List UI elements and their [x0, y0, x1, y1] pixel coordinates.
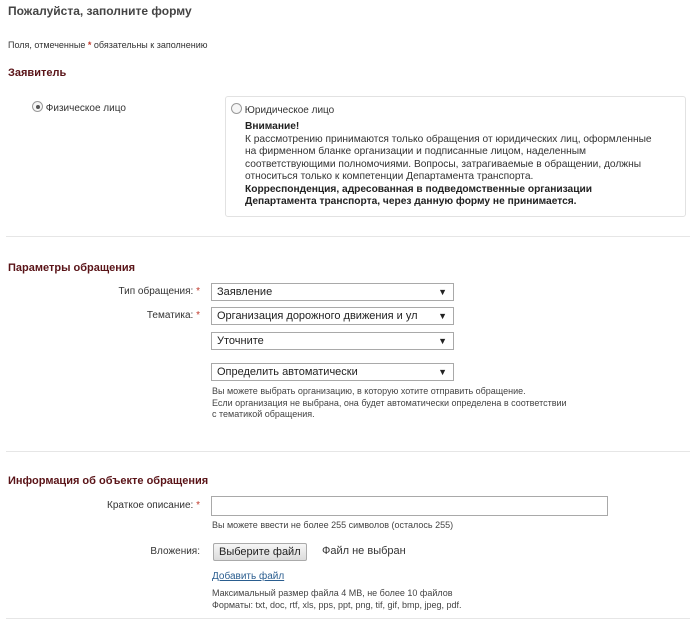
- legal-label: Юридическое лицо: [244, 105, 335, 116]
- applicant-section-title: Заявитель: [8, 67, 67, 79]
- chevron-down-icon: ▼: [438, 336, 447, 346]
- legal-option[interactable]: [231, 103, 334, 116]
- notice-bold-text: Корреспонденция, адресованная в подведомственные организации Департамента транспорта, через данную форму не принимается.: [245, 183, 593, 207]
- chevron-down-icon: ▼: [438, 367, 447, 377]
- section-divider: [6, 451, 690, 452]
- chevron-down-icon: ▼: [438, 311, 447, 321]
- organization-select[interactable]: Определить автоматически ▼: [211, 363, 454, 381]
- required-note: [8, 40, 208, 50]
- attachments-label: Вложения:: [150, 546, 200, 557]
- description-label: Краткое описание: *: [107, 500, 200, 511]
- object-section-title: Информация об объекте обращения: [8, 475, 209, 487]
- required-note-suffix: обязательны к заполнению: [93, 40, 208, 50]
- no-file-status: Файл не выбран: [322, 545, 406, 557]
- description-hint: Вы можете ввести не более 255 символов (осталось 255): [212, 520, 454, 530]
- params-section-title: Параметры обращения: [8, 262, 136, 274]
- topic-select[interactable]: Организация дорожного движения и ул ▼: [211, 307, 454, 325]
- notice-heading: Внимание!: [245, 121, 300, 132]
- individual-label: Физическое лицо: [45, 103, 126, 114]
- required-star: *: [87, 40, 92, 50]
- organization-hint: Вы можете выбрать организацию, в которую хотите отправить обращение. Если организация не выбрана, она будет автоматически определена в соответствии с тематикой обращения.: [212, 386, 567, 419]
- section-divider: [6, 618, 690, 619]
- type-select[interactable]: Заявление ▼: [211, 283, 454, 301]
- section-divider: [6, 236, 690, 237]
- type-label: Тип обращения: *: [118, 286, 200, 297]
- subtopic-select[interactable]: Уточните ▼: [211, 332, 454, 350]
- required-note-prefix: Поля, отмеченные: [8, 40, 86, 50]
- choose-file-button[interactable]: Выберите файл: [213, 543, 307, 561]
- legal-notice: [245, 121, 665, 209]
- description-input[interactable]: [211, 496, 608, 516]
- form-title: Пожалуйста, заполните форму: [8, 4, 192, 18]
- topic-label: Тематика: *: [146, 310, 200, 321]
- add-file-link[interactable]: Добавить файл: [212, 571, 285, 582]
- individual-option[interactable]: [32, 101, 126, 114]
- notice-text: К рассмотрению принимаются только обращения от юридических лиц, оформленные на фирменном бланке организации и подписанные лицом, наделенным соответствующими полномочиями. Вопросы, затрагиваемые в обращении, должны относиться только к компетенции Департамента транспорта.: [245, 133, 652, 182]
- chevron-down-icon: ▼: [438, 287, 447, 297]
- individual-radio[interactable]: [32, 101, 43, 112]
- legal-radio[interactable]: [231, 103, 242, 114]
- file-limits: Максимальный размер файла 4 MB, не более 10 файлов Форматы: txt, doc, rtf, xls, pps, ppt, png, tif, gif, bmp, jpeg, pdf.: [212, 588, 462, 610]
